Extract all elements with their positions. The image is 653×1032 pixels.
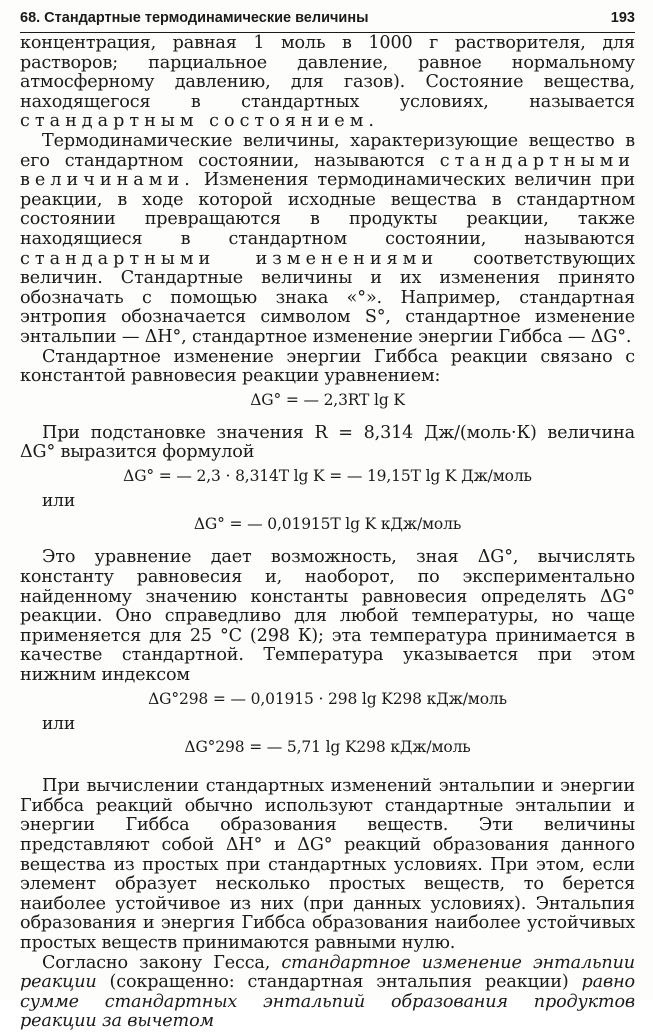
paragraph-4: При подстановке значения R = 8,314 Дж/(моль·К) величина ΔG° выразится формулой: [20, 422, 635, 463]
page-header: [20, 6, 635, 33]
italic-statement-1: стандартное изменение энтальпии реакции: [20, 952, 635, 993]
page-number: 193: [610, 10, 635, 26]
or-label-1: или: [42, 490, 76, 511]
paragraph-1: концентрация, равная 1 моль в 1000 г растворителя, для растворов; парциальное давление, равное нормальному атмосферному давлению, для газов). Состояние вещества, находящегося в стандартных условиях, называется стандартным состоянием.: [20, 33, 635, 132]
term-standard-values: стандартными величинами.: [20, 150, 635, 191]
or-label-2: или: [42, 713, 76, 734]
paragraph-2: Термодинамические величины, характеризующие вещество в его стандартном состоянии, называются стандартными величинами. Изменения термодинамических величин при реакции, в ходе которой исходные вещества в стандартном состоянии превращаются в продукты реакции, также находящиеся в стандартном состоянии, называются стандартными изменениями соответствующих величин. Стандартные величины и их изменения принято обозначать с помощью знака «°». Например, стандартная энтропия обозначается символом S°, стандартное изменение энтальпии — ΔH°, стандартное изменение энергии Гиббса — ΔG°.: [20, 130, 635, 347]
section-title: 68. Стандартные термодинамические величины: [20, 10, 369, 26]
italic-statement-2: равно сумме стандартных энтальпий образования продуктов реакции за вычетом: [20, 972, 635, 1032]
paragraph-7: Согласно закону Гесса, стандартное изменение энтальпии реакции (сокращенно: стандартная энтальпия реакции) равно сумме стандартных энтальпий образования продуктов реакции за вычетом: [20, 952, 635, 1032]
term-standard-changes: стандартными изменениями: [20, 248, 439, 269]
page-body: [20, 34, 635, 1032]
equation-3: ΔG° = — 0,01915T lg K кДж/моль: [193, 515, 462, 534]
equation-4: ΔG°298 = — 0,01915 · 298 lg K298 кДж/моль: [148, 689, 507, 708]
equation-1: ΔG° = — 2,3RT lg K: [250, 390, 405, 409]
paragraph-6: При вычислении стандартных изменений энтальпии и энергии Гиббса реакций обычно используют стандартные энтальпии и энергии Гиббса образования веществ. Эти величины представляют собой ΔH° и ΔG° реакций образования данного вещества из простых при стандартных условиях. При этом, если элемент образует несколько простых веществ, то берется наиболее устойчивое из них (при данных условиях). Энтальпия образования и энергия Гиббса образования наиболее устойчивых простых веществ принимаются равными нулю.: [20, 776, 635, 953]
equation-5: ΔG°298 = — 5,71 lg K298 кДж/моль: [184, 738, 471, 757]
paragraph-3: Стандартное изменение энергии Гиббса реакции связано с константой равновесия реакции уравнением:: [20, 346, 635, 387]
term-standard-state: стандартным состоянием.: [20, 111, 379, 132]
equation-2: ΔG° = — 2,3 · 8,314T lg K = — 19,15T lg K Дж/моль: [123, 466, 532, 485]
paragraph-5: Это уравнение дает возможность, зная ΔG°, вычислять константу равновесия и, наоборот, по экспериментально найденному значению константы равновесия определять ΔG° реакции. Оно справедливо для любой температуры, но чаще применяется для 25 °С (298 К); эта температура принимается в качестве стандартной. Температура указывается при этом нижним индексом: [20, 547, 635, 686]
